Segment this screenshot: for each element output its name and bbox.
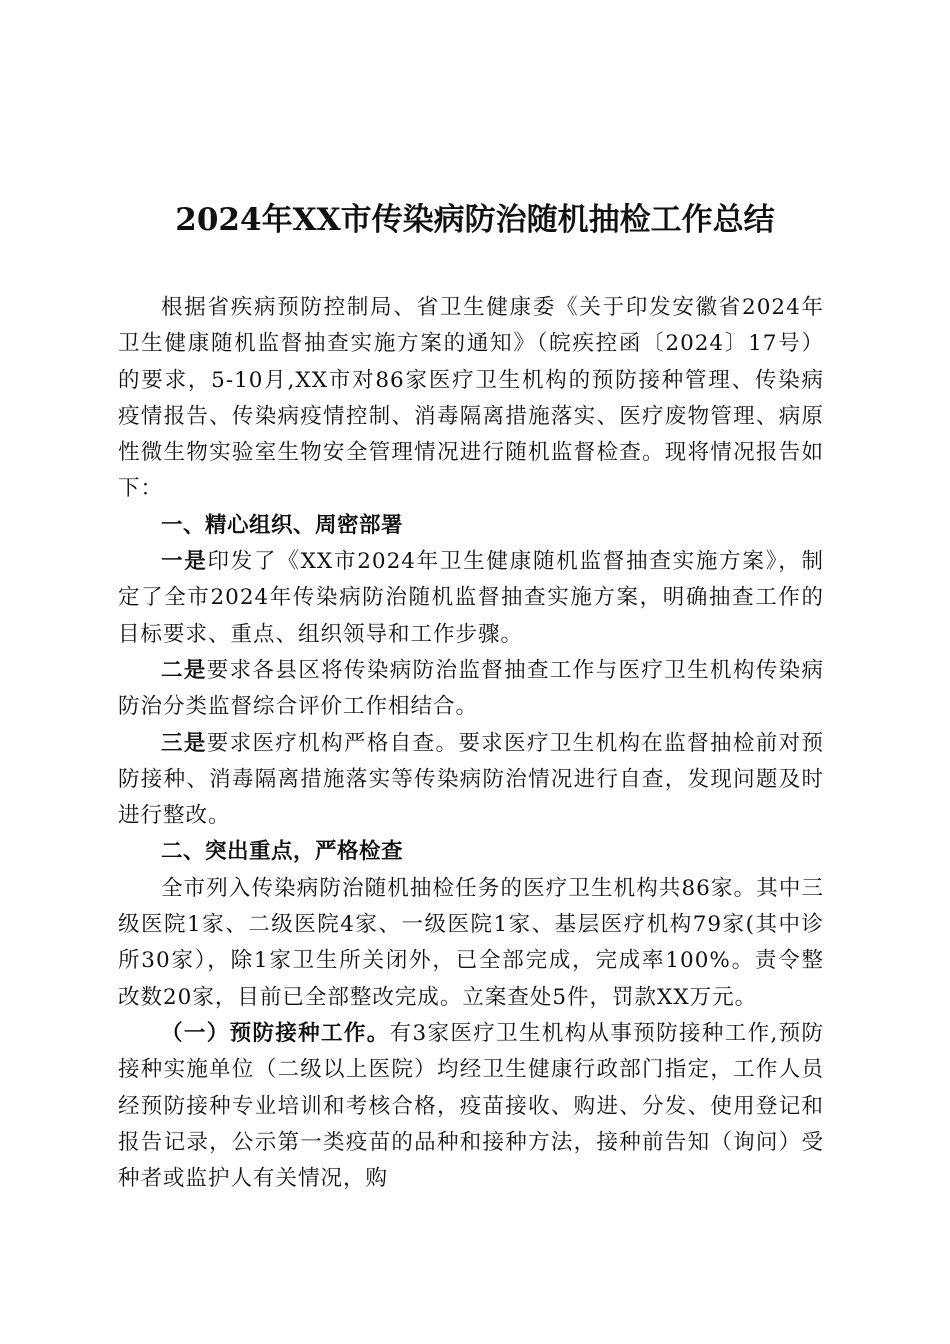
item-text: 要求医疗机构严格自查。要求医疗卫生机构在监督抽检前对预防接种、消毒隔离措施落实等传染病防治情况进行自查，发现问题及时进行整改。 bbox=[118, 730, 824, 829]
section-2-summary: 全市列入传染病防治随机抽检任务的医疗卫生机构共86家。其中三级医院1家、二级医院4家、一级医院1家、基层医疗机构79家(其中诊所30家），除1家卫生所关闭外，已全部完成，完成率100%。责令整改数20家，目前已全部整改完成。立案查处5件，罚款XX万元。 bbox=[118, 875, 824, 1010]
sub-lead: （一）预防接种工作。 bbox=[161, 1020, 390, 1046]
section-1-heading: 一、精心组织、周密部署 bbox=[161, 512, 404, 538]
sub-text: 有3家医疗卫生机构从事预防接种工作,预防接种实施单位（二级以上医院）均经卫生健康行政部门指定，工作人员经预防接种专业培训和考核合格，疫苗接收、购进、分发、使用登记和报告记录，公示第一类疫苗的品种和接种方法，接种前告知（询问）受种者或监护人有关情况，购 bbox=[118, 1020, 824, 1192]
section-2-sub-1 bbox=[118, 1016, 824, 1197]
item-text: 要求各县区将传染病防治监督抽查工作与医疗卫生机构传染病防治分类监督综合评价工作相结合。 bbox=[118, 657, 824, 720]
section-1-item-3 bbox=[118, 726, 824, 835]
item-lead: 三是 bbox=[161, 730, 207, 756]
section-1-item-1 bbox=[118, 544, 824, 653]
document-body bbox=[118, 290, 824, 1197]
intro-paragraph: 根据省疾病预防控制局、省卫生健康委《关于印发安徽省2024年卫生健康随机监督抽查实施方案的通知》（皖疾控函〔2024〕17号）的要求，5-10月,XX市对86家医疗卫生机构的预防接种管理、传染病疫情报告、传染病疫情控制、消毒隔离措施落实、医疗废物管理、病原性微生物实验室生物安全管理情况进行随机监督检查。现将情况报告如下： bbox=[118, 295, 824, 502]
item-text: 印发了《XX市2024年卫生健康随机监督抽查实施方案》，制定了全市2024年传染病防治随机监督抽查实施方案，明确抽查工作的目标要求、重点、组织领导和工作步骤。 bbox=[118, 549, 824, 647]
document-title: 2024年XX市传染病防治随机抽检工作总结 bbox=[175, 202, 775, 238]
item-lead: 二是 bbox=[161, 657, 207, 683]
section-2-heading: 二、突出重点，严格检查 bbox=[161, 839, 404, 865]
item-lead: 一是 bbox=[161, 549, 208, 575]
section-1-item-2 bbox=[118, 653, 824, 726]
